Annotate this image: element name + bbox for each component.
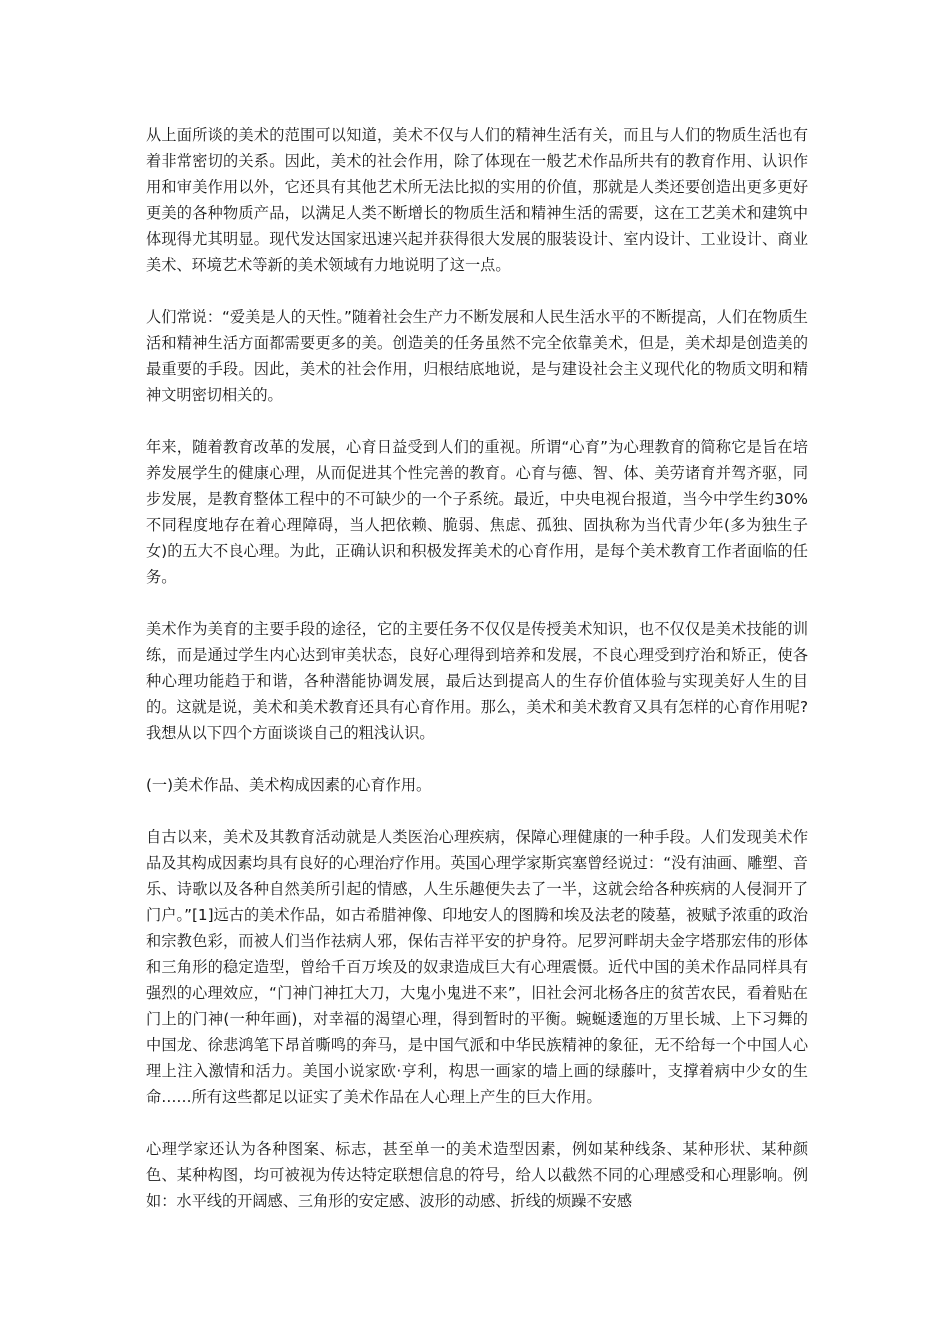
section-heading-one: (一)美术作品、美术构成因素的心育作用。 — [146, 776, 432, 794]
paragraph-art-scope: 从上面所谈的美术的范围可以知道，美术不仅与人们的精神生活有关，而且与人们的物质生活也有着非常密切的关系。因此，美术的社会作用，除了体现在一般艺术作品所共有的教育作用、认识作用和审美作用以外，它还具有其他艺术所无法比拟的实用的价值，那就是人类还要创造出更多更好更美的各种物质产品，以满足人类不断增长的物质生活和精神生活的需要，这在工艺美术和建筑中体现得尤其明显。现代发达国家迅速兴起并获得很大发展的服装设计、室内设计、工业设计、商业美术、环境艺术等新的美术领域有力地说明了这一点。 — [146, 126, 808, 274]
paragraph-art-works-therapy: 自古以来，美术及其教育活动就是人类医治心理疾病，保障心理健康的一种手段。人们发现美术作品及其构成因素均具有良好的心理治疗作用。英国心理学家斯宾塞曾经说过：“没有油画、雕塑、音乐、诗歌以及各种自然美所引起的情感，人生乐趣便失去了一半，这就会给各种疾病的人侵洞开了门户。”[1]远古的美术作品，如古希腊神像、印地安人的图腾和埃及法老的陵墓，被赋予浓重的政治和宗教色彩，而被人们当作祛病人邪，保佑吉祥平安的护身符。尼罗河畔胡夫金字塔那宏伟的形体和三角形的稳定造型，曾给千百万埃及的奴隶造成巨大有心理震慑。近代中国的美术作品同样具有强烈的心理效应，“门神门神扛大刀，大鬼小鬼进不来”，旧社会河北杨各庄的贫苦农民，看着贴在门上的门神(一种年画)，对幸福的渴望心理，得到暂时的平衡。蜿蜒逶迤的万里长城、上下习舞的中国龙、徐悲鸿笔下昂首嘶鸣的奔马，是中国气派和中华民族精神的象征，无不给每一个中国人心理上注入激情和活力。美国小说家欧·亨利，构思一画家的墙上画的绿藤叶，支撑着病中少女的生命……所有这些都足以证实了美术作品在人心理上产生的巨大作用。 — [146, 828, 808, 1106]
paragraph-love-of-beauty: 人们常说：“爱美是人的天性。”随着社会生产力不断发展和人民生活水平的不断提高，人们在物质生活和精神生活方面都需要更多的美。创造美的任务虽然不完全依靠美术，但是，美术却是创造美的最重要的手段。因此，美术的社会作用，归根结底地说，是与建设社会主义现代化的物质文明和精神文明密切相关的。 — [146, 308, 808, 404]
document-body — [146, 122, 808, 1240]
paragraph-art-education-role: 美术作为美育的主要手段的途径，它的主要任务不仅仅是传授美术知识，也不仅仅是美术技能的训练，而是通过学生内心达到审美状态，良好心理得到培养和发展，不良心理受到疗治和矫正，使各种心理功能趋于和谐，各种潜能协调发展，最后达到提高人的生存价值体验与实现美好人生的目的。这就是说，美术和美术教育还具有心育作用。那么，美术和美术教育又具有怎样的心育作用呢?我想从以下四个方面谈谈自己的粗浅认识。 — [146, 620, 808, 742]
paragraph-psychological-education: 年来，随着教育改革的发展，心育日益受到人们的重视。所谓“心育”为心理教育的简称它是旨在培养发展学生的健康心理，从而促进其个性完善的教育。心育与德、智、体、美劳诸育并驾齐驱，同步发展，是教育整体工程中的不可缺少的一个子系统。最近，中央电视台报道，当今中学生约30%不同程度地存在着心理障碍，当人把依赖、脆弱、焦虑、孤独、固执称为当代青少年(多为独生子女)的五大不良心理。为此，正确认识和积极发挥美术的心育作用，是每个美术教育工作者面临的任务。 — [146, 438, 808, 586]
paragraph-symbols-psychology: 心理学家还认为各种图案、标志，甚至单一的美术造型因素，例如某种线条、某种形状、某种颜色、某种构图，均可被视为传达特定联想信息的符号，给人以截然不同的心理感受和心理影响。例如：水平线的开阔感、三角形的安定感、波形的动感、折线的烦躁不安感 — [146, 1140, 808, 1210]
